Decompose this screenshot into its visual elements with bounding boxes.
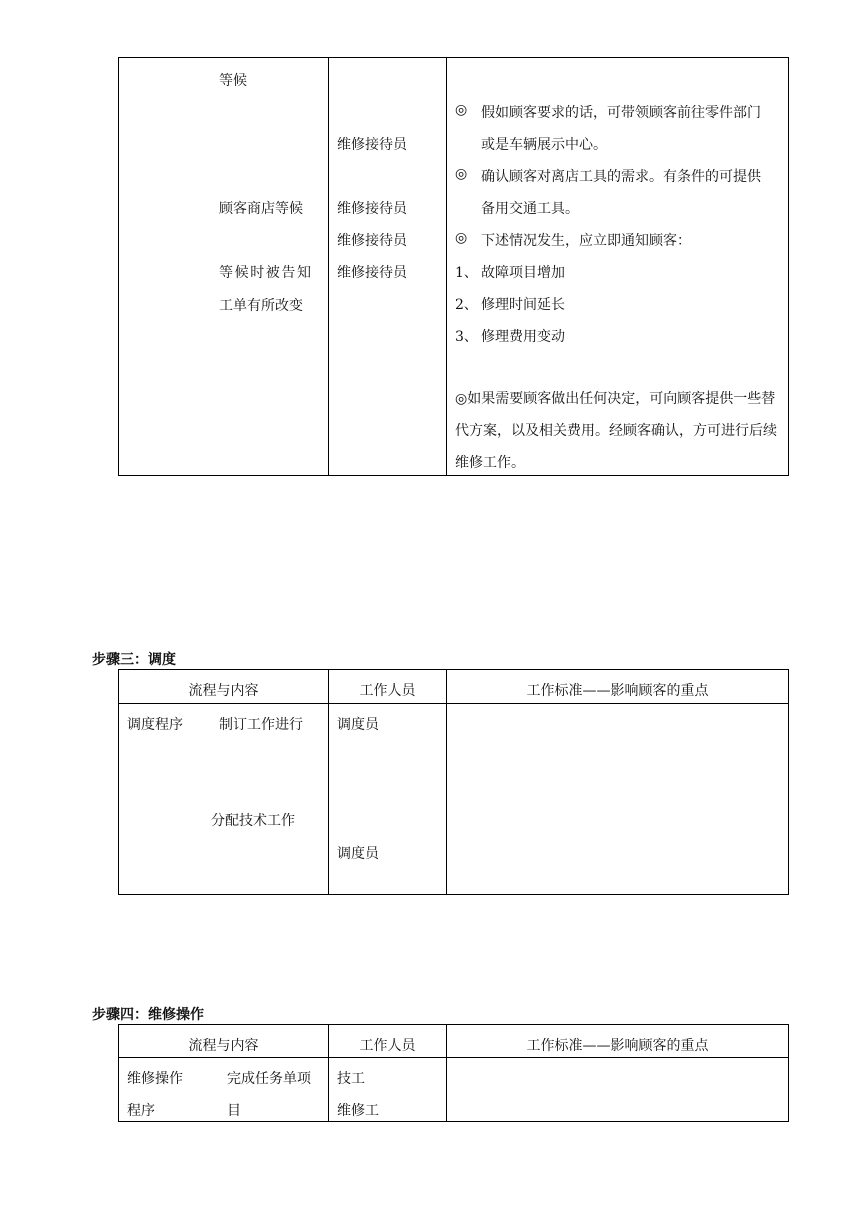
staff-receptionist: 维修接待员 — [337, 233, 407, 249]
standard-text: 假如顾客要求的话，可带领顾客前往零件部门 — [481, 105, 761, 121]
standard-text: 备用交通工具。 — [481, 201, 579, 217]
process-item: 分配技术工作 — [211, 813, 295, 829]
step4-heading: 步骤四：维修操作 — [92, 1007, 204, 1023]
process-order-change: 工单有所改变 — [219, 298, 303, 314]
table-col-divider — [328, 57, 329, 476]
list-item: 修理时间延长 — [481, 297, 565, 313]
table-col-divider — [446, 669, 447, 895]
process-name: 调度程序 — [127, 717, 183, 733]
standard-text: 或是车辆展示中心。 — [481, 137, 607, 153]
staff-dispatcher: 调度员 — [337, 717, 379, 733]
standard-paragraph: ◎如果需要顾客做出任何决定，可向顾客提供一些替代方案，以及相关费用。经顾客确认，方可进行后续维修工作。 — [455, 391, 777, 471]
step4-header-divider — [118, 1057, 789, 1058]
table-col-divider — [328, 669, 329, 895]
process-name: 维修操作 — [127, 1071, 183, 1087]
header-standard: 工作标准——影响顾客的重点 — [526, 683, 709, 699]
process-wait: 等候 — [219, 73, 247, 89]
process-notified: 等候时被告知 — [219, 265, 313, 281]
staff-receptionist: 维修接待员 — [337, 137, 407, 153]
list-item: 故障项目增加 — [481, 265, 565, 281]
process-item: 完成任务单项 — [227, 1071, 311, 1087]
list-number: 2、 — [455, 297, 478, 313]
process-item: 目 — [227, 1103, 241, 1119]
header-standard: 工作标准——影响顾客的重点 — [526, 1038, 709, 1054]
header-staff: 工作人员 — [359, 683, 416, 699]
process-item: 制订工作进行 — [219, 717, 303, 733]
step3-header-divider — [118, 703, 789, 704]
step3-heading: 步骤三：调度 — [92, 652, 176, 668]
bullet-marker: ◎ — [455, 166, 468, 182]
staff-dispatcher: 调度员 — [337, 846, 379, 862]
header-staff: 工作人员 — [359, 1038, 416, 1054]
header-process: 流程与内容 — [188, 1038, 259, 1054]
staff-technician: 技工 — [337, 1071, 365, 1087]
list-item: 修理费用变动 — [481, 329, 565, 345]
table-col-divider — [446, 57, 447, 476]
bullet-marker: ◎ — [455, 230, 468, 246]
staff-receptionist: 维修接待员 — [337, 201, 407, 217]
list-number: 1、 — [455, 265, 478, 281]
header-process: 流程与内容 — [188, 683, 259, 699]
staff-receptionist: 维修接待员 — [337, 265, 407, 281]
list-number: 3、 — [455, 329, 478, 345]
standard-text: 下述情况发生，应立即通知顾客： — [481, 233, 691, 249]
standard-text: 确认顾客对离店工具的需求。有条件的可提供 — [481, 169, 761, 185]
process-shop-wait: 顾客商店等候 — [219, 201, 303, 217]
staff-repair-worker: 维修工 — [337, 1103, 379, 1119]
process-name: 程序 — [127, 1103, 155, 1119]
bullet-marker: ◎ — [455, 102, 468, 118]
